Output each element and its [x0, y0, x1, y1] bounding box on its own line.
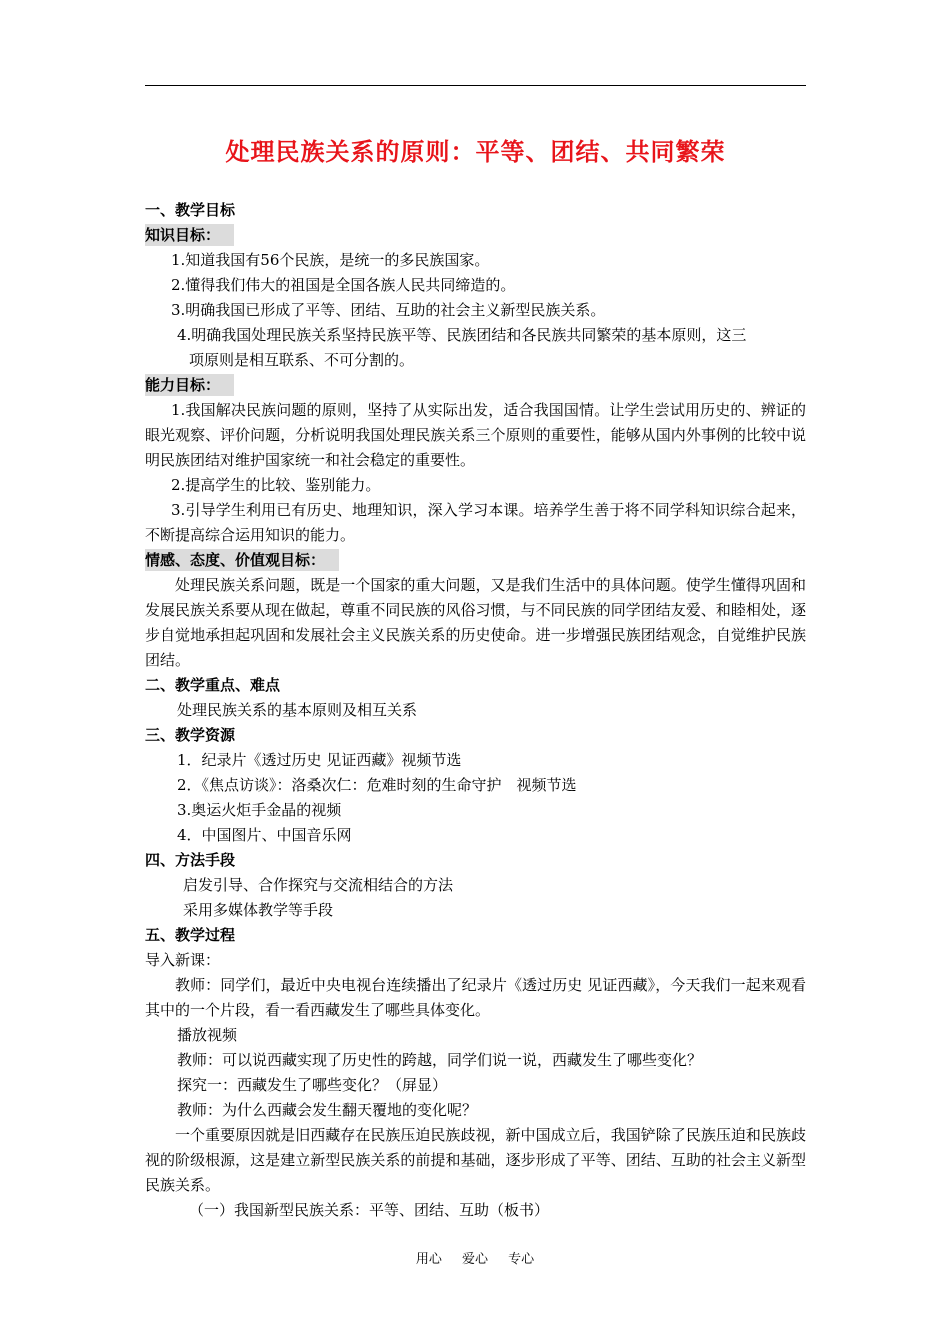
ability-item: 1.我国解决民族问题的原则，坚持了从实际出发，适合我国国情。让学生尝试用历史的、辨证的眼光观察、评价问题，分析说明我国处理民族关系三个原则的重要性，能够从国内外事例的比较中说明民族团结对维护国家统一和社会稳定的重要性。 — [145, 401, 806, 469]
section-heading-keypoints: 二、教学重点、难点 — [145, 676, 281, 694]
resource-item: 3.奥运火炬手金晶的视频 — [177, 801, 342, 819]
knowledge-label: 知识目标： — [145, 224, 234, 246]
process-paragraph: 播放视频 — [177, 1026, 238, 1044]
knowledge-item: 3.明确我国已形成了平等、团结、互助的社会主义新型民族关系。 — [171, 301, 606, 319]
resource-item: 4．中国图片、中国音乐网 — [177, 826, 352, 844]
section-heading-methods: 四、方法手段 — [145, 851, 236, 869]
ability-item: 3.引导学生利用已有历史、地理知识，深入学习本课。培养学生善于将不同学科知识综合起来，不断提高综合运用知识的能力。 — [145, 501, 806, 544]
knowledge-item: 4.明确我国处理民族关系坚持民族平等、民族团结和各民族共同繁荣的基本原则，这三 — [177, 326, 747, 344]
document-body — [145, 198, 806, 1223]
section-heading-resources: 三、教学资源 — [145, 726, 236, 744]
footer-text: 用心 — [415, 1252, 442, 1267]
section-heading-objectives: 一、教学目标 — [145, 201, 236, 219]
footer-text: 爱心 — [461, 1252, 488, 1267]
section-heading-process: 五、教学过程 — [145, 926, 236, 944]
process-intro: 导入新课： — [145, 951, 221, 969]
resource-item: 2．《焦点访谈》：洛桑次仁：危难时刻的生命守护 视频节选 — [177, 776, 577, 794]
process-paragraph: 一个重要原因就是旧西藏存在民族压迫民族歧视，新中国成立后，我国铲除了民族压迫和民族歧视的阶级根源，这是建立新型民族关系的前提和基础，逐步形成了平等、团结、互助的社会主义新型民族关系。 — [145, 1126, 806, 1194]
ability-item: 2.提高学生的比较、鉴别能力。 — [171, 476, 381, 494]
method-item: 采用多媒体教学等手段 — [183, 901, 334, 919]
process-paragraph: 教师：同学们，最近中央电视台连续播出了纪录片《透过历史 见证西藏》，今天我们一起来观看其中的一个片段，看一看西藏发生了哪些具体变化。 — [145, 976, 806, 1019]
process-paragraph: 教师：可以说西藏实现了历史性的跨越，同学们说一说，西藏发生了哪些变化？ — [177, 1051, 703, 1069]
method-item: 启发引导、合作探究与交流相结合的方法 — [183, 876, 454, 894]
resource-item: 1．纪录片《透过历史 见证西藏》视频节选 — [177, 751, 462, 769]
knowledge-item: 2.懂得我们伟大的祖国是全国各族人民共同缔造的。 — [171, 276, 516, 294]
keypoints-text: 处理民族关系的基本原则及相互关系 — [177, 701, 418, 719]
ability-label: 能力目标： — [145, 374, 234, 396]
footer-text: 专心 — [508, 1252, 535, 1267]
knowledge-item: 1.知道我国有56个民族，是统一的多民族国家。 — [171, 251, 490, 269]
process-paragraph: 探究一：西藏发生了哪些变化？（屏显） — [177, 1076, 448, 1094]
emotion-label: 情感、态度、价值观目标： — [145, 549, 339, 571]
page-footer — [0, 1248, 950, 1267]
page-title: 处理民族关系的原则：平等、团结、共同繁荣 — [225, 138, 726, 166]
process-paragraph: 教师：为什么西藏会发生翻天覆地的变化呢？ — [177, 1101, 478, 1119]
emotion-text: 处理民族关系问题，既是一个国家的重大问题，又是我们生活中的具体问题。使学生懂得巩固和发展民族关系要从现在做起，尊重不同民族的风俗习惯，与不同民族的同学团结友爱、和睦相处，逐步自觉地承担起巩固和发展社会主义民族关系的历史使命。进一步增强民族团结观念，自觉维护民族团结。 — [145, 576, 806, 669]
knowledge-item: 项原则是相互联系、不可分割的。 — [189, 351, 415, 369]
header-rule — [145, 85, 806, 86]
process-paragraph: （一）我国新型民族关系：平等、团结、互助（板书） — [189, 1201, 550, 1219]
